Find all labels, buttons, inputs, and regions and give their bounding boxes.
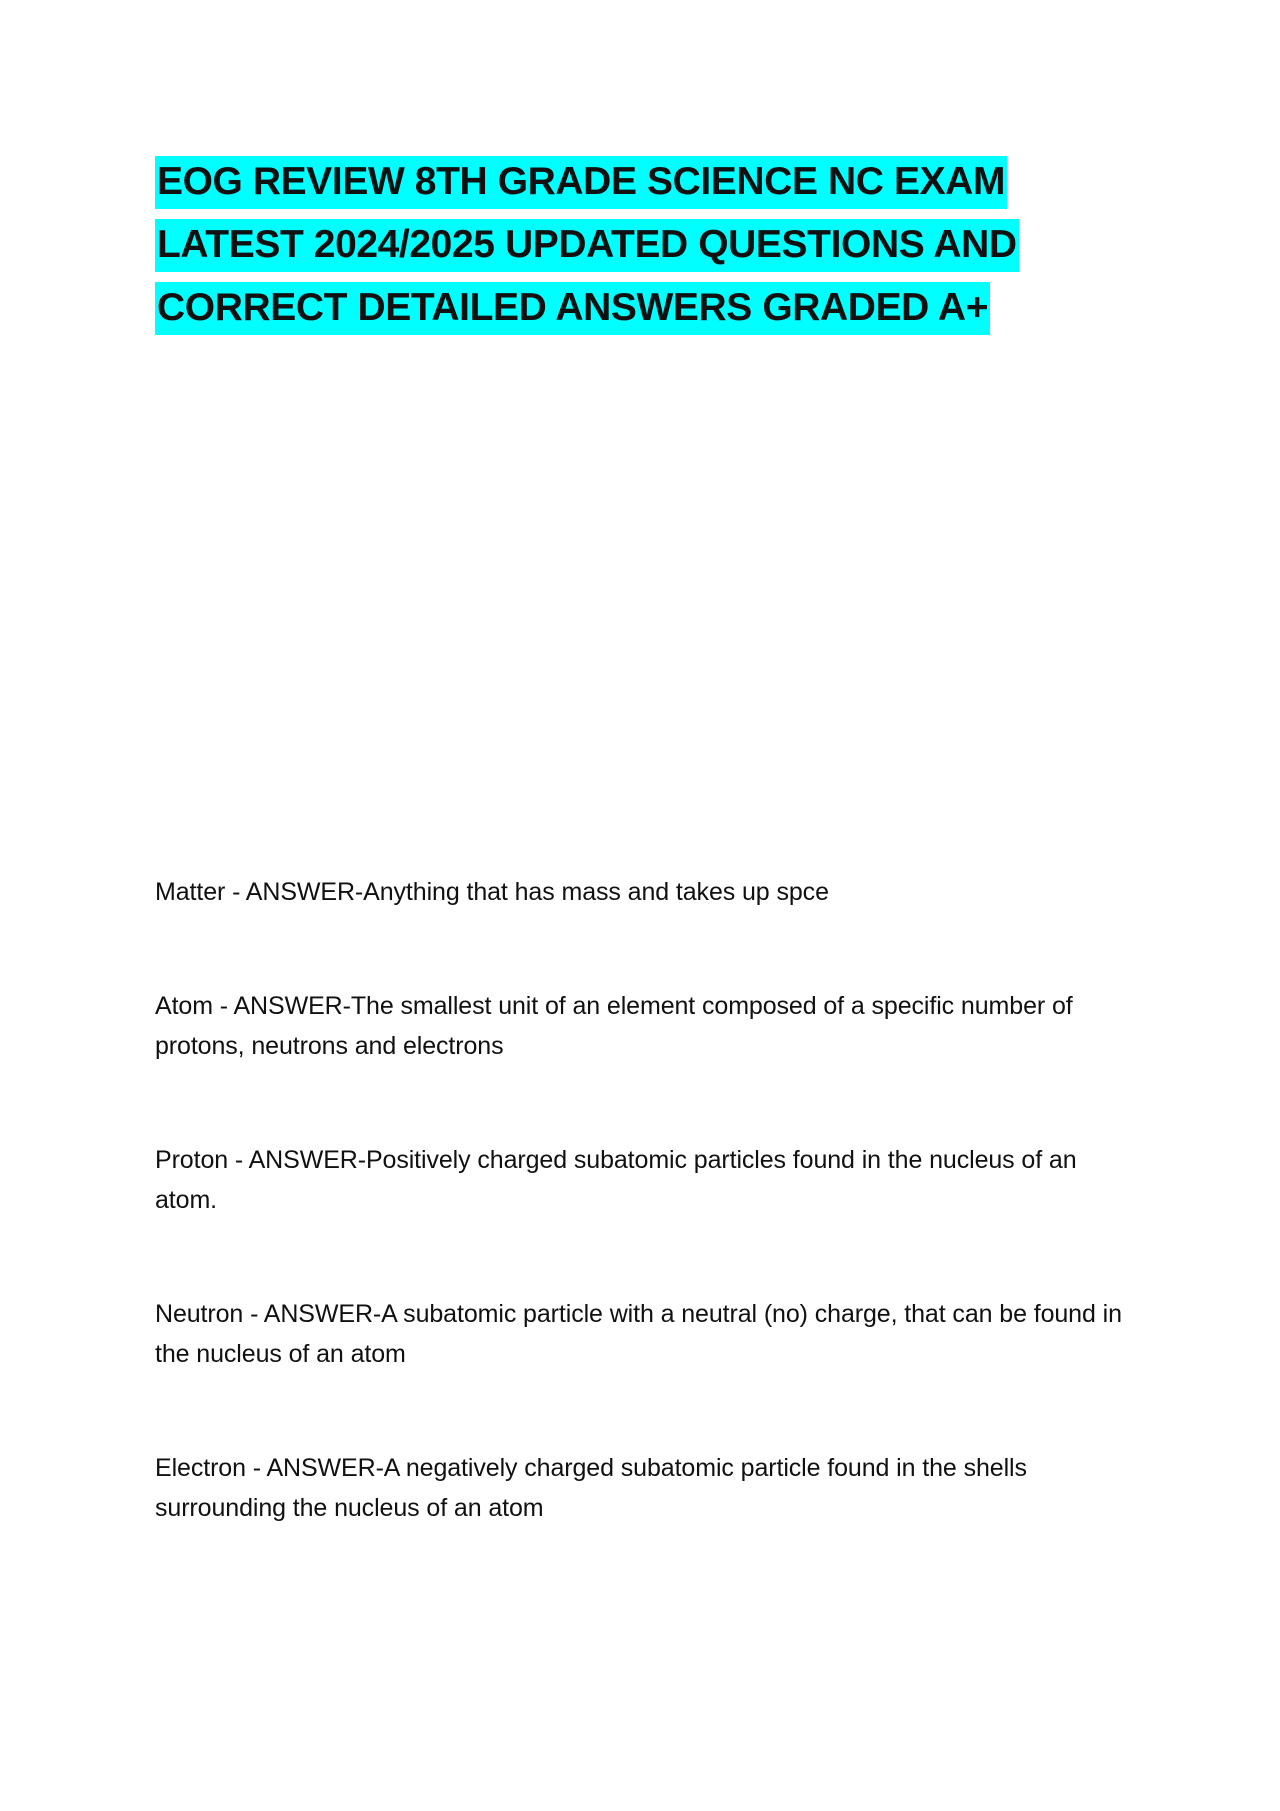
qa-entry-matter: Matter - ANSWER-Anything that has mass and takes up spce (155, 878, 829, 906)
qa-entry-neutron: Neutron - ANSWER-A subatomic particle with a neutral (no) charge, that can be found in the nucleus of an atom (155, 1300, 1122, 1368)
qa-list (155, 872, 1135, 1602)
title-line-3: CORRECT DETAILED ANSWERS GRADED A+ (155, 276, 1155, 339)
document-title (155, 150, 1155, 339)
title-line-1: EOG REVIEW 8TH GRADE SCIENCE NC EXAM (155, 150, 1155, 213)
qa-entry-proton: Proton - ANSWER-Positively charged subatomic particles found in the nucleus of an atom. (155, 1146, 1077, 1214)
qa-entry-atom: Atom - ANSWER-The smallest unit of an element composed of a specific number of protons, neutrons and electrons (155, 992, 1073, 1060)
qa-entry-electron: Electron - ANSWER-A negatively charged subatomic particle found in the shells surrounding the nucleus of an atom (155, 1454, 1027, 1522)
title-line-2: LATEST 2024/2025 UPDATED QUESTIONS AND (155, 213, 1155, 276)
